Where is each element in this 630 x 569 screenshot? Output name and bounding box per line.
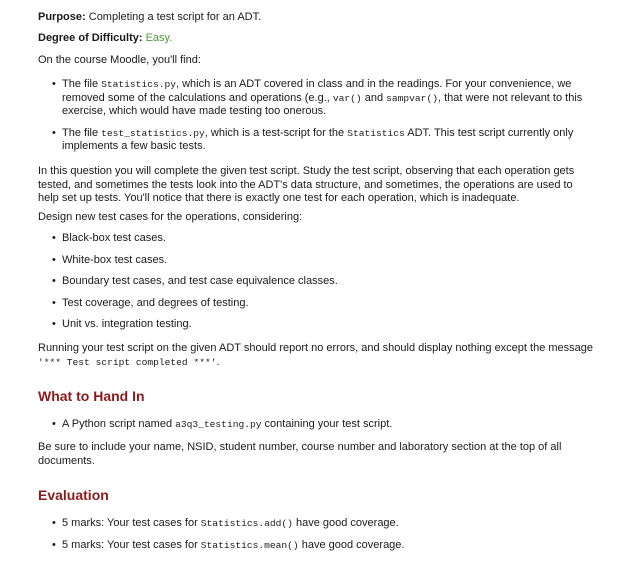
list-item: • Black-box test cases. bbox=[38, 232, 598, 254]
file-list bbox=[38, 78, 598, 154]
running-text: . bbox=[216, 355, 220, 368]
code-text: Statistics.py bbox=[101, 79, 176, 90]
evaluation-heading: Evaluation bbox=[38, 487, 109, 503]
file-text: , that were not relevant to this exercise, which would have made testing too onerous. bbox=[62, 91, 583, 117]
list-item bbox=[38, 517, 598, 539]
difficulty-value: Easy. bbox=[145, 32, 173, 44]
hand-in-text: A Python script named bbox=[62, 418, 176, 430]
difficulty-line bbox=[38, 32, 172, 46]
evaluation-text: 5 marks: Your test cases for bbox=[62, 539, 201, 551]
code-text: Statistics bbox=[347, 127, 405, 139]
file-text: The file bbox=[62, 126, 102, 139]
hand-in-text: containing your test script. bbox=[261, 418, 393, 430]
difficulty-label: Degree of Difficulty: bbox=[38, 32, 143, 44]
file-text: The file bbox=[62, 78, 102, 90]
code-text: a3q3_testing.py bbox=[175, 419, 262, 430]
instructions-paragraph: In this question you will complete the given test script. Study the test script, observing that each operation gets tested, and sometimes the tests look into the ADT's data structure, and sometimes, the operations are used to help set up tests. You'll notice that there is exactly one test for each operation, which is inadequate. bbox=[38, 165, 575, 204]
code-text: '*** Test script completed ***' bbox=[38, 356, 217, 368]
list-item: • Test coverage, and degrees of testing. bbox=[38, 297, 598, 319]
evaluation-text: have good coverage. bbox=[298, 539, 405, 551]
list-item bbox=[38, 78, 598, 119]
running-text: Running your test script on the given ADT should report no errors, and should display nothing except the message bbox=[38, 342, 594, 354]
code-text: var() bbox=[332, 92, 362, 104]
hand-in-note: Be sure to include your name, NSID, student number, course number and laboratory section at the top of all documents. bbox=[38, 441, 562, 467]
purpose-line bbox=[38, 11, 261, 25]
file-text: , which is an ADT covered in class and in the readings. For your convenience, we removed some of the calculations and operations (e.g., bbox=[62, 78, 572, 104]
list-item: • Boundary test cases, and test case equivalence classes. bbox=[38, 275, 598, 297]
evaluation-text: 5 marks: Your test cases for bbox=[62, 517, 201, 529]
hand-in-heading: What to Hand In bbox=[38, 388, 145, 404]
code-text: test_statistics.py bbox=[101, 127, 205, 139]
file-text: and bbox=[361, 91, 387, 104]
list-item bbox=[38, 127, 598, 154]
evaluation-text: have good coverage. bbox=[292, 517, 399, 529]
code-text: Statistics.add() bbox=[200, 518, 293, 529]
code-text: Statistics.mean() bbox=[200, 540, 299, 551]
running-paragraph bbox=[38, 342, 594, 369]
list-item bbox=[38, 539, 598, 553]
file-text: ADT. This test script currently only implements a few basic tests. bbox=[62, 126, 574, 152]
code-text: sampvar() bbox=[386, 92, 438, 104]
evaluation-list bbox=[38, 517, 598, 553]
purpose-label: Purpose: bbox=[38, 11, 86, 23]
design-intro: Design new test cases for the operations, considering: bbox=[38, 211, 303, 223]
purpose-text: Completing a test script for an ADT. bbox=[85, 11, 262, 23]
hand-in-list bbox=[38, 418, 598, 432]
list-item: • Unit vs. integration testing. bbox=[38, 318, 598, 340]
list-item bbox=[38, 418, 598, 432]
list-item: • White-box test cases. bbox=[38, 254, 598, 276]
intro-text: On the course Moodle, you'll find: bbox=[38, 54, 201, 66]
file-text: , which is a test-script for the bbox=[204, 126, 348, 139]
considerations-list bbox=[38, 232, 598, 340]
